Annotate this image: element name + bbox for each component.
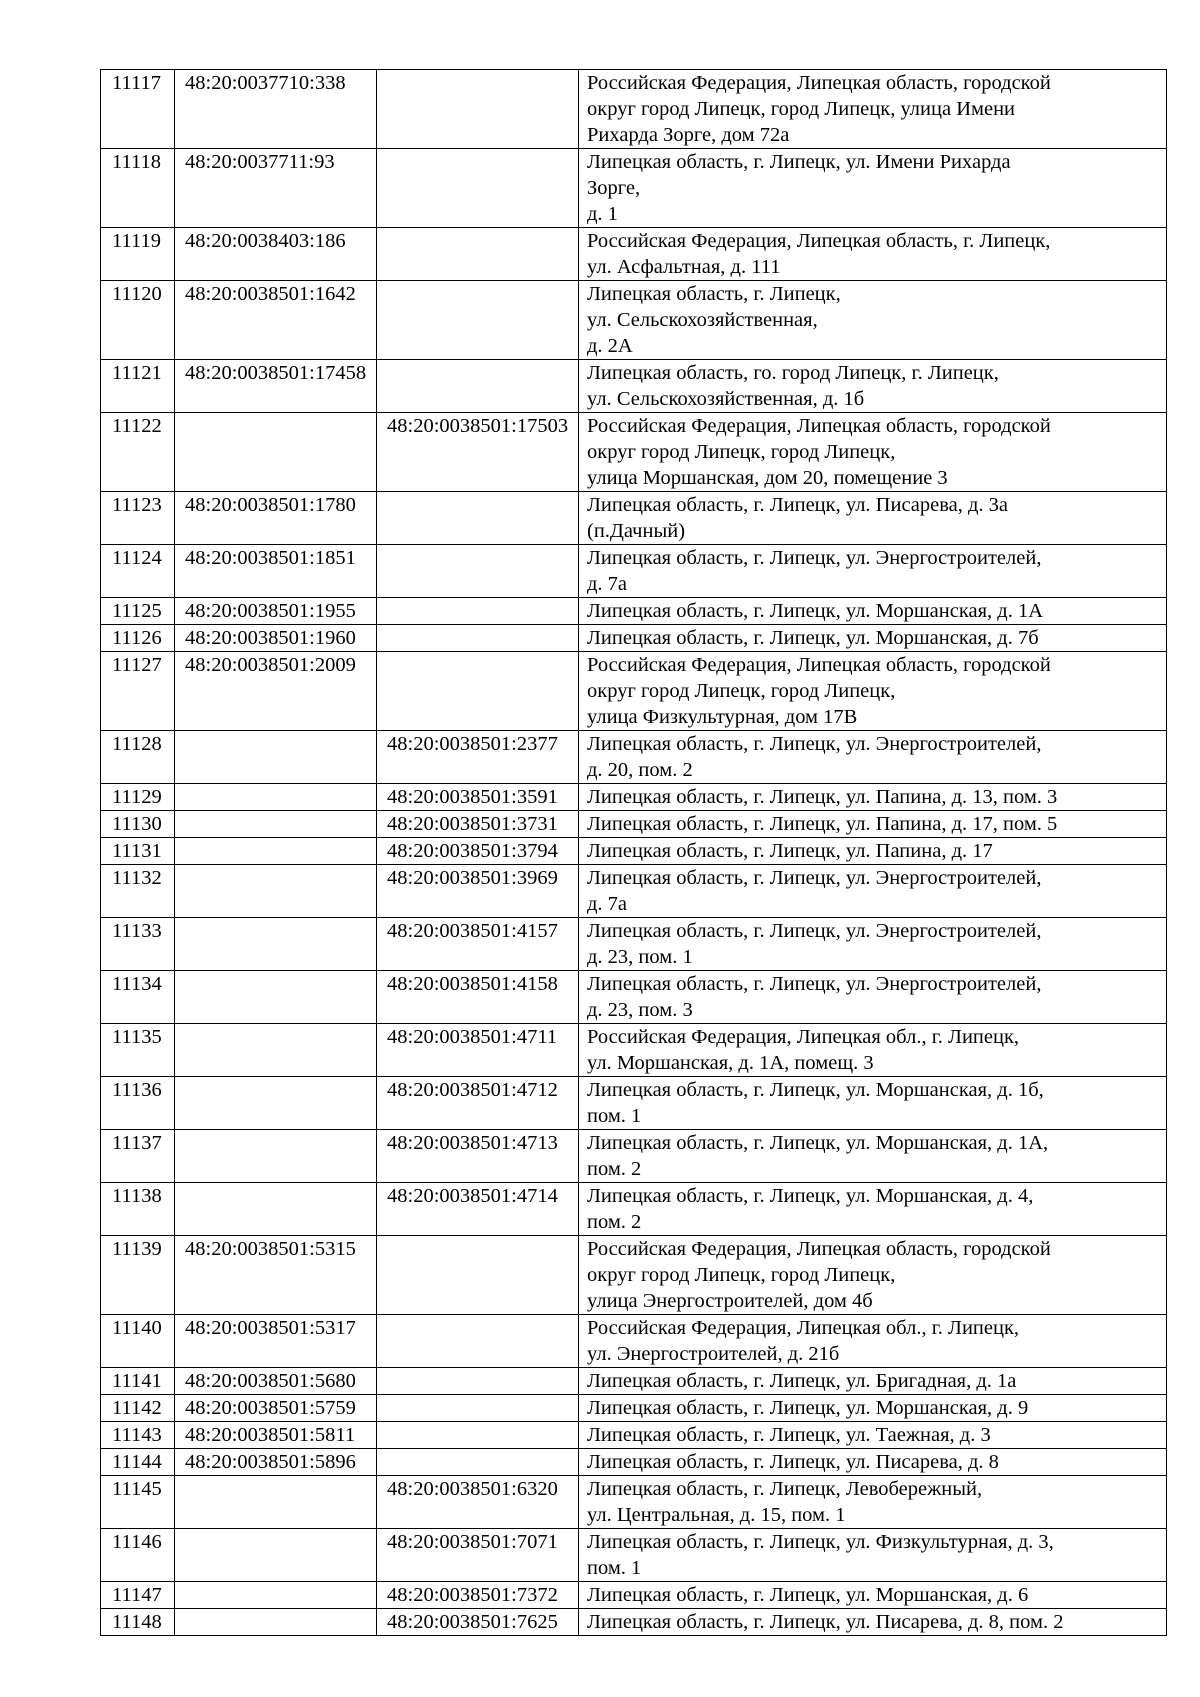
row-number-cell: 11129 xyxy=(101,784,175,811)
table-row xyxy=(101,1422,1167,1449)
premise-cadastral-number-cell: 48:20:0038501:3794 xyxy=(377,838,579,865)
land-cadastral-number-cell: 48:20:0038501:5315 xyxy=(175,1236,377,1315)
table-row xyxy=(101,413,1167,492)
table-row xyxy=(101,1183,1167,1236)
row-number-cell: 11128 xyxy=(101,731,175,784)
land-cadastral-number-cell xyxy=(175,1529,377,1582)
table-row xyxy=(101,1529,1167,1582)
row-number-cell: 11117 xyxy=(101,70,175,149)
address-cell: Липецкая область, г. Липецк, ул. Моршанская, д. 7б xyxy=(579,625,1167,652)
table-row xyxy=(101,652,1167,731)
address-cell: Российская Федерация, Липецкая область, городской округ город Липецк, город Липецк, улица Имени Рихарда Зорге, дом 72а xyxy=(579,70,1167,149)
address-cell: Липецкая область, г. Липецк, Левобережный, ул. Центральная, д. 15, пом. 1 xyxy=(579,1476,1167,1529)
address-cell: Липецкая область, г. Липецк, ул. Энергостроителей, д. 20, пом. 2 xyxy=(579,731,1167,784)
table-row xyxy=(101,1582,1167,1609)
land-cadastral-number-cell: 48:20:0038501:5896 xyxy=(175,1449,377,1476)
table-row xyxy=(101,1476,1167,1529)
table-row xyxy=(101,281,1167,360)
premise-cadastral-number-cell xyxy=(377,1368,579,1395)
row-number-cell: 11118 xyxy=(101,149,175,228)
premise-cadastral-number-cell: 48:20:0038501:4714 xyxy=(377,1183,579,1236)
row-number-cell: 11119 xyxy=(101,228,175,281)
address-cell: Липецкая область, г. Липецк, ул. Писарева, д. 3а (п.Дачный) xyxy=(579,492,1167,545)
address-cell: Липецкая область, г. Липецк, ул. Папина, д. 13, пом. 3 xyxy=(579,784,1167,811)
address-cell: Российская Федерация, Липецкая область, г. Липецк, ул. Асфальтная, д. 111 xyxy=(579,228,1167,281)
table-row xyxy=(101,360,1167,413)
premise-cadastral-number-cell xyxy=(377,1422,579,1449)
address-cell: Липецкая область, г. Липецк, ул. Моршанская, д. 6 xyxy=(579,1582,1167,1609)
row-number-cell: 11147 xyxy=(101,1582,175,1609)
land-cadastral-number-cell xyxy=(175,1130,377,1183)
row-number-cell: 11135 xyxy=(101,1024,175,1077)
table-row xyxy=(101,598,1167,625)
address-cell: Липецкая область, г. Липецк, ул. Таежная, д. 3 xyxy=(579,1422,1167,1449)
land-cadastral-number-cell xyxy=(175,1476,377,1529)
land-cadastral-number-cell: 48:20:0038501:5811 xyxy=(175,1422,377,1449)
address-cell: Липецкая область, го. город Липецк, г. Липецк, ул. Сельскохозяйственная, д. 1б xyxy=(579,360,1167,413)
land-cadastral-number-cell: 48:20:0038501:1955 xyxy=(175,598,377,625)
address-cell: Липецкая область, г. Липецк, ул. Писарева, д. 8, пом. 2 xyxy=(579,1609,1167,1636)
address-cell: Липецкая область, г. Липецк, ул. Энергостроителей, д. 7а xyxy=(579,545,1167,598)
land-cadastral-number-cell: 48:20:0037711:93 xyxy=(175,149,377,228)
address-cell: Липецкая область, г. Липецк, ул. Энергостроителей, д. 23, пом. 1 xyxy=(579,918,1167,971)
address-cell: Липецкая область, г. Липецк, ул. Моршанская, д. 4, пом. 2 xyxy=(579,1183,1167,1236)
address-cell: Липецкая область, г. Липецк, ул. Энергостроителей, д. 7а xyxy=(579,865,1167,918)
land-cadastral-number-cell: 48:20:0038501:5759 xyxy=(175,1395,377,1422)
table-row xyxy=(101,1449,1167,1476)
land-cadastral-number-cell xyxy=(175,1077,377,1130)
row-number-cell: 11137 xyxy=(101,1130,175,1183)
table-row xyxy=(101,149,1167,228)
table-row xyxy=(101,1130,1167,1183)
premise-cadastral-number-cell: 48:20:0038501:2377 xyxy=(377,731,579,784)
address-cell: Российская Федерация, Липецкая область, городской округ город Липецк, город Липецк, улица Энергостроителей, дом 4б xyxy=(579,1236,1167,1315)
row-number-cell: 11130 xyxy=(101,811,175,838)
row-number-cell: 11123 xyxy=(101,492,175,545)
premise-cadastral-number-cell xyxy=(377,598,579,625)
land-cadastral-number-cell xyxy=(175,1183,377,1236)
row-number-cell: 11148 xyxy=(101,1609,175,1636)
row-number-cell: 11124 xyxy=(101,545,175,598)
row-number-cell: 11125 xyxy=(101,598,175,625)
land-cadastral-number-cell xyxy=(175,918,377,971)
address-cell: Российская Федерация, Липецкая область, городской округ город Липецк, город Липецк, улица Моршанская, дом 20, помещение 3 xyxy=(579,413,1167,492)
row-number-cell: 11133 xyxy=(101,918,175,971)
table-row xyxy=(101,228,1167,281)
table-row xyxy=(101,784,1167,811)
premise-cadastral-number-cell xyxy=(377,652,579,731)
row-number-cell: 11120 xyxy=(101,281,175,360)
premise-cadastral-number-cell xyxy=(377,281,579,360)
premise-cadastral-number-cell: 48:20:0038501:4157 xyxy=(377,918,579,971)
premise-cadastral-number-cell: 48:20:0038501:4711 xyxy=(377,1024,579,1077)
land-cadastral-number-cell: 48:20:0038403:186 xyxy=(175,228,377,281)
land-cadastral-number-cell: 48:20:0038501:1780 xyxy=(175,492,377,545)
table-row xyxy=(101,731,1167,784)
land-cadastral-number-cell: 48:20:0038501:17458 xyxy=(175,360,377,413)
premise-cadastral-number-cell xyxy=(377,360,579,413)
row-number-cell: 11134 xyxy=(101,971,175,1024)
table-row xyxy=(101,492,1167,545)
row-number-cell: 11142 xyxy=(101,1395,175,1422)
land-cadastral-number-cell xyxy=(175,838,377,865)
land-cadastral-number-cell xyxy=(175,731,377,784)
address-cell: Российская Федерация, Липецкая область, городской округ город Липецк, город Липецк, улица Физкультурная, дом 17В xyxy=(579,652,1167,731)
table-row xyxy=(101,971,1167,1024)
land-cadastral-number-cell xyxy=(175,1582,377,1609)
premise-cadastral-number-cell: 48:20:0038501:7071 xyxy=(377,1529,579,1582)
premise-cadastral-number-cell: 48:20:0038501:3969 xyxy=(377,865,579,918)
premise-cadastral-number-cell xyxy=(377,149,579,228)
table-row xyxy=(101,1395,1167,1422)
land-cadastral-number-cell xyxy=(175,784,377,811)
row-number-cell: 11131 xyxy=(101,838,175,865)
table-row xyxy=(101,811,1167,838)
row-number-cell: 11126 xyxy=(101,625,175,652)
land-cadastral-number-cell: 48:20:0038501:1960 xyxy=(175,625,377,652)
row-number-cell: 11127 xyxy=(101,652,175,731)
table-row xyxy=(101,918,1167,971)
premise-cadastral-number-cell: 48:20:0038501:6320 xyxy=(377,1476,579,1529)
premise-cadastral-number-cell xyxy=(377,1315,579,1368)
premise-cadastral-number-cell: 48:20:0038501:3731 xyxy=(377,811,579,838)
premise-cadastral-number-cell: 48:20:0038501:4712 xyxy=(377,1077,579,1130)
row-number-cell: 11143 xyxy=(101,1422,175,1449)
land-cadastral-number-cell: 48:20:0038501:5680 xyxy=(175,1368,377,1395)
row-number-cell: 11121 xyxy=(101,360,175,413)
table-body xyxy=(101,70,1167,1636)
table-row xyxy=(101,1077,1167,1130)
premise-cadastral-number-cell: 48:20:0038501:7625 xyxy=(377,1609,579,1636)
premise-cadastral-number-cell xyxy=(377,625,579,652)
land-cadastral-number-cell xyxy=(175,971,377,1024)
land-cadastral-number-cell: 48:20:0038501:1642 xyxy=(175,281,377,360)
table-row xyxy=(101,70,1167,149)
land-cadastral-number-cell xyxy=(175,865,377,918)
table-row xyxy=(101,545,1167,598)
address-cell: Липецкая область, г. Липецк, ул. Моршанская, д. 9 xyxy=(579,1395,1167,1422)
address-cell: Липецкая область, г. Липецк, ул. Папина, д. 17 xyxy=(579,838,1167,865)
premise-cadastral-number-cell xyxy=(377,70,579,149)
address-cell: Российская Федерация, Липецкая обл., г. Липецк, ул. Моршанская, д. 1А, помещ. 3 xyxy=(579,1024,1167,1077)
premise-cadastral-number-cell xyxy=(377,1395,579,1422)
premise-cadastral-number-cell: 48:20:0038501:17503 xyxy=(377,413,579,492)
land-cadastral-number-cell: 48:20:0038501:1851 xyxy=(175,545,377,598)
row-number-cell: 11140 xyxy=(101,1315,175,1368)
row-number-cell: 11139 xyxy=(101,1236,175,1315)
land-cadastral-number-cell xyxy=(175,811,377,838)
row-number-cell: 11122 xyxy=(101,413,175,492)
row-number-cell: 11132 xyxy=(101,865,175,918)
row-number-cell: 11146 xyxy=(101,1529,175,1582)
land-cadastral-number-cell xyxy=(175,413,377,492)
table-row xyxy=(101,865,1167,918)
row-number-cell: 11145 xyxy=(101,1476,175,1529)
premise-cadastral-number-cell xyxy=(377,1236,579,1315)
premise-cadastral-number-cell: 48:20:0038501:7372 xyxy=(377,1582,579,1609)
premise-cadastral-number-cell: 48:20:0038501:3591 xyxy=(377,784,579,811)
row-number-cell: 11136 xyxy=(101,1077,175,1130)
table-row xyxy=(101,838,1167,865)
address-cell: Липецкая область, г. Липецк, ул. Моршанская, д. 1А xyxy=(579,598,1167,625)
premise-cadastral-number-cell: 48:20:0038501:4158 xyxy=(377,971,579,1024)
address-cell: Липецкая область, г. Липецк, ул. Бригадная, д. 1а xyxy=(579,1368,1167,1395)
cadastral-table xyxy=(100,69,1167,1636)
land-cadastral-number-cell: 48:20:0038501:2009 xyxy=(175,652,377,731)
address-cell: Липецкая область, г. Липецк, ул. Папина, д. 17, пом. 5 xyxy=(579,811,1167,838)
table-row xyxy=(101,1368,1167,1395)
row-number-cell: 11141 xyxy=(101,1368,175,1395)
table-row xyxy=(101,1609,1167,1636)
premise-cadastral-number-cell xyxy=(377,228,579,281)
address-cell: Липецкая область, г. Липецк, ул. Сельскохозяйственная, д. 2А xyxy=(579,281,1167,360)
premise-cadastral-number-cell xyxy=(377,1449,579,1476)
premise-cadastral-number-cell: 48:20:0038501:4713 xyxy=(377,1130,579,1183)
address-cell: Липецкая область, г. Липецк, ул. Писарева, д. 8 xyxy=(579,1449,1167,1476)
address-cell: Липецкая область, г. Липецк, ул. Энергостроителей, д. 23, пом. 3 xyxy=(579,971,1167,1024)
address-cell: Липецкая область, г. Липецк, ул. Физкультурная, д. 3, пом. 1 xyxy=(579,1529,1167,1582)
table-row xyxy=(101,1024,1167,1077)
row-number-cell: 11144 xyxy=(101,1449,175,1476)
address-cell: Российская Федерация, Липецкая обл., г. Липецк, ул. Энергостроителей, д. 21б xyxy=(579,1315,1167,1368)
row-number-cell: 11138 xyxy=(101,1183,175,1236)
land-cadastral-number-cell: 48:20:0038501:5317 xyxy=(175,1315,377,1368)
address-cell: Липецкая область, г. Липецк, ул. Моршанская, д. 1б, пом. 1 xyxy=(579,1077,1167,1130)
address-cell: Липецкая область, г. Липецк, ул. Моршанская, д. 1А, пом. 2 xyxy=(579,1130,1167,1183)
table-row xyxy=(101,1236,1167,1315)
premise-cadastral-number-cell xyxy=(377,545,579,598)
premise-cadastral-number-cell xyxy=(377,492,579,545)
address-cell: Липецкая область, г. Липецк, ул. Имени Рихарда Зорге, д. 1 xyxy=(579,149,1167,228)
land-cadastral-number-cell: 48:20:0037710:338 xyxy=(175,70,377,149)
land-cadastral-number-cell xyxy=(175,1609,377,1636)
table-row xyxy=(101,625,1167,652)
table-row xyxy=(101,1315,1167,1368)
land-cadastral-number-cell xyxy=(175,1024,377,1077)
